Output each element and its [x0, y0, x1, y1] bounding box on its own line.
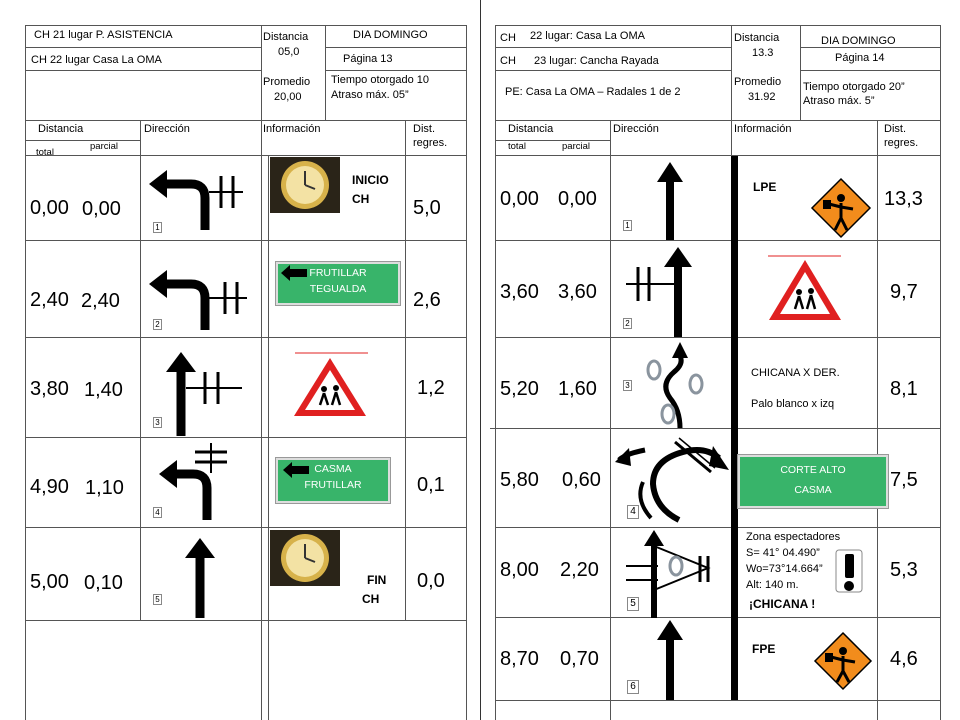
left-row4-regres: 0,1: [417, 474, 445, 496]
right-row4-total: 5,80: [500, 469, 539, 491]
right-col-parcial: parcial: [562, 141, 590, 152]
left-row5-info-2: CH: [362, 592, 380, 606]
right-row5-info-3: Wo=73°14.664”: [746, 563, 823, 575]
left-row4-total: 4,90: [30, 476, 69, 498]
left-col-parcial: parcial: [90, 141, 118, 152]
right-row5-info-4: Alt: 140 m.: [746, 579, 799, 591]
left-row2-sign-2: TEGUALDA: [309, 283, 367, 295]
right-row3-info-2: Palo blanco x izq: [751, 398, 835, 410]
left-day: DIA DOMINGO: [353, 29, 428, 41]
right-row3-number: 3: [623, 380, 632, 391]
right-distance-value: 13.3: [752, 47, 774, 59]
left-row3-regres: 1,2: [417, 377, 445, 399]
left-distance-value: 05,0: [278, 46, 300, 58]
left-header-line1: CH 21 lugar P. ASISTENCIA: [34, 29, 173, 41]
left-row1-number: 1: [153, 222, 162, 233]
left-row2-total: 2,40: [30, 289, 69, 311]
exclamation-warning-icon: [836, 550, 866, 596]
right-row1-total: 0,00: [500, 188, 539, 210]
left-max-delay: Atraso máx. 05”: [331, 89, 409, 101]
left-row4-sign-1: CASMA: [314, 463, 352, 475]
right-day: DIA DOMINGO: [821, 35, 896, 47]
left-row3-partial: 1,40: [84, 379, 123, 401]
straight-arrow-icon: [655, 162, 685, 240]
left-row1-info-1: INICIO: [352, 173, 389, 187]
right-row5-info-1: Zona espectadores: [746, 531, 841, 543]
straight-arrow-icon: [160, 350, 250, 440]
right-row2-number: 2: [623, 318, 632, 329]
right-col-direction: Dirección: [613, 123, 659, 135]
right-row3-info-1: CHICANA X DER.: [751, 367, 840, 379]
left-row3-total: 3,80: [30, 378, 69, 400]
right-row4-regres: 7,5: [890, 469, 918, 491]
turn-left-arrow-icon: [155, 438, 245, 522]
flagman-warning-sign-icon: [811, 178, 871, 238]
left-row1-total: 0,00: [30, 197, 69, 219]
left-row5-number: 5: [153, 594, 162, 605]
left-col-direction: Dirección: [144, 123, 190, 135]
left-page-number: Página 13: [343, 53, 393, 65]
right-row5-total: 8,00: [500, 559, 539, 581]
right-col-regres1: Dist.: [884, 123, 906, 135]
right-col-total: total: [508, 141, 526, 152]
left-row5-partial: 0,10: [84, 572, 123, 594]
right-max-delay: Atraso máx. 5”: [803, 95, 875, 107]
left-row5-regres: 0,0: [417, 570, 445, 592]
right-header-line1: 22 lugar: Casa La OMA: [530, 30, 645, 42]
left-col-total: total: [36, 147, 54, 158]
straight-arrow-icon: [185, 538, 215, 620]
direction-sign: [738, 455, 888, 508]
right-page-number: Página 14: [835, 52, 885, 64]
right-col-regres2: regres.: [884, 137, 919, 149]
right-row4-number: 4: [627, 505, 639, 519]
right-row4-partial: 0,60: [562, 469, 601, 491]
right-row3-partial: 1,60: [558, 378, 597, 400]
chicane-arrow-icon: [640, 340, 730, 430]
right-row6-info-1: FPE: [752, 642, 776, 656]
left-average-value: 20,00: [274, 91, 302, 103]
page-divider: [480, 0, 481, 720]
right-row1-info-1: LPE: [753, 180, 777, 194]
left-row2-number: 2: [153, 319, 162, 330]
left-row4-sign-2: FRUTILLAR: [304, 479, 362, 491]
flagman-warning-sign-icon: [814, 632, 872, 690]
right-header-ch2: CH: [500, 55, 516, 67]
left-col-regres1: Dist.: [413, 123, 435, 135]
school-crossing-sign-icon: [290, 350, 370, 420]
straight-arrow-icon: [655, 620, 685, 700]
left-header-line2: CH 22 lugar Casa La OMA: [31, 54, 162, 66]
clock-icon: [270, 530, 340, 586]
turn-left-arrow-icon: [145, 268, 255, 338]
info-separator-bar: [731, 156, 738, 700]
left-average-label: Promedio: [263, 76, 311, 88]
roundabout-arrow-icon: [615, 430, 735, 522]
left-row4-partial: 1,10: [85, 477, 124, 499]
right-row5-number: 5: [627, 597, 639, 611]
right-row5-info-2: S= 41° 04.490”: [746, 547, 820, 559]
right-row3-total: 5,20: [500, 378, 539, 400]
right-row5-partial: 2,20: [560, 559, 599, 581]
left-col-distance: Distancia: [38, 123, 84, 135]
right-row1-partial: 0,00: [558, 188, 597, 210]
chicane-straight-arrow-icon: [618, 528, 718, 618]
left-col-regres2: regres.: [413, 137, 448, 149]
left-row1-info-2: CH: [352, 192, 370, 206]
right-row3-regres: 8,1: [890, 378, 918, 400]
right-row5-regres: 5,3: [890, 559, 918, 581]
right-col-distance: Distancia: [508, 123, 554, 135]
right-pe-route: PE: Casa La OMA – Radales 1 de 2: [505, 86, 681, 98]
left-row5-total: 5,00: [30, 571, 69, 593]
left-col-information: Información: [263, 123, 321, 135]
left-row2-sign-1: FRUTILLAR: [309, 267, 367, 279]
right-row2-partial: 3,60: [558, 281, 597, 303]
left-row1-partial: 0,00: [82, 198, 121, 220]
left-arrow-icon: [281, 265, 307, 281]
left-arrow-icon: [283, 462, 309, 478]
right-row6-partial: 0,70: [560, 648, 599, 670]
right-row1-number: 1: [623, 220, 632, 231]
turn-left-arrow-icon: [145, 168, 245, 238]
right-average-label: Promedio: [734, 76, 782, 88]
right-average-value: 31.92: [748, 91, 776, 103]
right-row6-regres: 4,6: [890, 648, 918, 670]
left-row2-partial: 2,40: [81, 290, 120, 312]
right-row4-sign-1: CORTE ALTO: [780, 464, 846, 476]
left-time-granted: Tiempo otorgado 10: [331, 74, 430, 86]
right-header-ch1: CH: [500, 32, 516, 44]
left-distance-label: Distancia: [263, 31, 309, 43]
right-row4-sign-2: CASMA: [794, 484, 832, 496]
left-row3-number: 3: [153, 417, 162, 428]
right-row1-regres: 13,3: [884, 188, 923, 210]
clock-icon: [270, 157, 340, 213]
straight-arrow-icon: [622, 245, 702, 337]
right-row2-regres: 9,7: [890, 281, 918, 303]
right-row6-number: 6: [627, 680, 639, 694]
right-distance-label: Distancia: [734, 32, 780, 44]
right-row2-total: 3,60: [500, 281, 539, 303]
left-row4-number: 4: [153, 507, 162, 518]
left-row5-info-1: FIN: [367, 573, 387, 587]
left-row2-regres: 2,6: [413, 289, 441, 311]
right-col-information: Información: [734, 123, 792, 135]
right-header-line2: 23 lugar: Cancha Rayada: [534, 55, 659, 67]
school-crossing-sign-icon: [765, 254, 845, 324]
left-row1-regres: 5,0: [413, 197, 441, 219]
right-time-granted: Tiempo otorgado 20”: [803, 81, 905, 93]
right-row6-total: 8,70: [500, 648, 539, 670]
right-row5-info-5: ¡CHICANA !: [749, 597, 816, 611]
